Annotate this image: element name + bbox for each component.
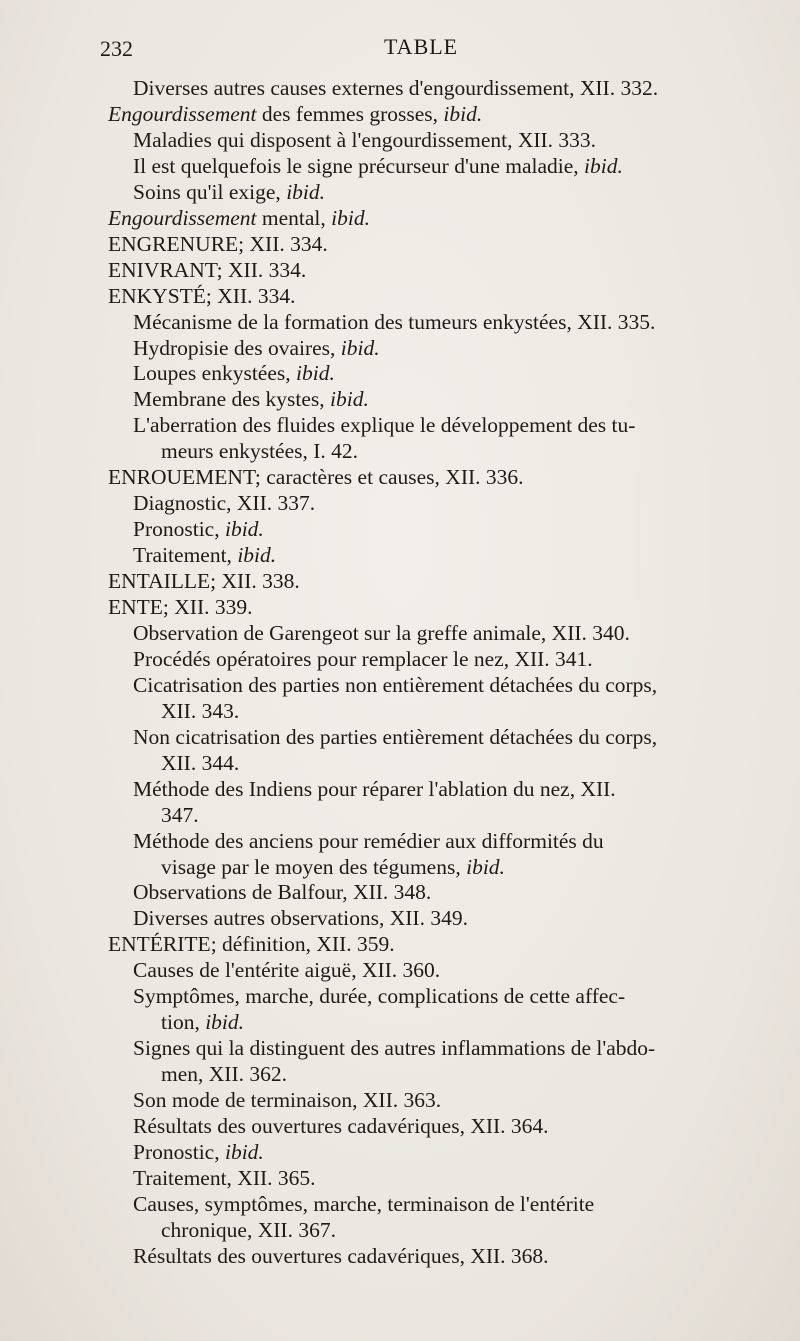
entry-text: Traitement, xyxy=(133,543,238,568)
index-heading xyxy=(108,465,524,489)
italic-text: ibid. xyxy=(224,517,264,542)
entry-text: Diverses autres causes externes d'engourdissement, XII. 332. xyxy=(133,76,659,100)
entry-text: Résultats des ouvertures cadavériques, XII. 368. xyxy=(133,1243,549,1268)
italic-text: ibid. xyxy=(224,1139,264,1164)
index-heading xyxy=(108,595,253,619)
index-entry xyxy=(133,491,315,515)
index-entry xyxy=(133,725,657,749)
index-entry xyxy=(133,543,276,567)
entry-text: Traitement, XII. 365. xyxy=(133,1165,316,1190)
index-continuation xyxy=(161,1062,287,1086)
entry-text: Méthode des Indiens pour réparer l'ablation du nez, XII. xyxy=(133,776,616,801)
index-entry xyxy=(133,1166,316,1190)
entry-text: Procédés opératoires pour remplacer le nez, XII. 341. xyxy=(133,646,593,671)
entry-text: Résultats des ouvertures cadavériques, XII. 364. xyxy=(133,1114,549,1138)
index-entry xyxy=(133,310,655,334)
entry-text: Son mode de terminaison, XII. 363. xyxy=(133,1088,442,1113)
index-heading xyxy=(108,932,395,956)
index-entry xyxy=(133,1088,441,1112)
italic-text: ibid. xyxy=(330,387,369,412)
index-entry xyxy=(133,76,658,100)
italic-text: ibid. xyxy=(331,205,370,230)
entry-text: XII. 344. xyxy=(161,750,240,775)
entry-text: Soins qu'il exige, xyxy=(133,179,287,204)
italic-text: ibid. xyxy=(205,1010,245,1035)
index-continuation xyxy=(161,855,505,879)
italic-text: ibid. xyxy=(237,543,277,568)
entry-text: chronique, XII. 367. xyxy=(161,1217,336,1242)
page-number: 232 xyxy=(100,36,133,61)
entry-text: ENROUEMENT; caractères et causes, XII. 336. xyxy=(108,465,524,490)
entry-text: Pronostic, xyxy=(133,517,225,542)
index-entry xyxy=(133,777,616,801)
entry-text: des femmes grosses, xyxy=(256,101,444,126)
index-entry xyxy=(133,387,369,411)
index-continuation xyxy=(161,751,239,775)
entry-text: XII. 343. xyxy=(161,698,240,723)
index-entry xyxy=(133,128,596,152)
index-entry xyxy=(133,958,440,982)
entry-text: ENTÉRITE; définition, XII. 359. xyxy=(108,932,395,957)
index-entry xyxy=(133,180,325,204)
entry-text: ENTE; XII. 339. xyxy=(108,595,253,619)
index-entry xyxy=(133,621,630,645)
entry-text: Mécanisme de la formation des tumeurs enkystées, XII. 335. xyxy=(133,309,656,334)
entry-text: Il est quelquefois le signe précurseur d'une maladie, xyxy=(133,153,585,178)
entry-text: ENGRENURE; XII. 334. xyxy=(108,231,328,256)
entry-text: Méthode des anciens pour remédier aux difformités du xyxy=(133,828,604,853)
entry-text: Maladies qui disposent à l'engourdissement, XII. 333. xyxy=(133,127,597,152)
entry-text: Loupes enkystées, xyxy=(133,361,297,386)
entry-text: tion, xyxy=(161,1010,206,1035)
running-title: TABLE xyxy=(384,34,459,59)
italic-text: ibid. xyxy=(286,179,326,204)
entry-text: Membrane des kystes, xyxy=(133,387,331,412)
entry-text: Causes de l'entérite aiguë, XII. 360. xyxy=(133,958,441,983)
index-entry xyxy=(133,1036,655,1060)
entry-text: visage par le moyen des tégumens, xyxy=(161,854,467,879)
index-heading xyxy=(108,102,482,126)
entry-text: Pronostic, xyxy=(133,1139,225,1164)
entry-text: mental, xyxy=(256,205,332,230)
entry-text: L'aberration des fluides explique le développement des tu- xyxy=(133,413,636,438)
entry-text: Diagnostic, XII. 337. xyxy=(133,491,316,516)
index-entry xyxy=(133,880,431,904)
entry-text: Symptômes, marche, durée, complications de cette affec- xyxy=(133,984,626,1009)
index-entry xyxy=(133,361,335,385)
page-header xyxy=(100,30,760,64)
index-entry xyxy=(133,1114,549,1138)
index-entry xyxy=(133,829,604,853)
index-heading xyxy=(108,569,300,593)
entry-text: ENTAILLE; XII. 338. xyxy=(108,569,300,594)
italic-text: ibid. xyxy=(466,854,505,879)
index-continuation xyxy=(161,1010,244,1034)
entry-text: Observations de Balfour, XII. 348. xyxy=(133,880,432,905)
index-entry xyxy=(133,1244,549,1268)
italic-text: ibid. xyxy=(584,153,623,178)
index-entry xyxy=(133,1192,594,1216)
italic-text: ibid. xyxy=(340,335,380,360)
index-continuation xyxy=(161,1218,336,1242)
entry-text: Signes qui la distinguent des autres inflammations de l'abdo- xyxy=(133,1036,656,1061)
entry-text: meurs enkystées, I. 42. xyxy=(161,439,359,464)
index-continuation xyxy=(161,439,358,463)
index-entry xyxy=(133,154,623,178)
index-entry xyxy=(133,906,468,930)
entry-text: Diverses autres observations, XII. 349. xyxy=(133,906,468,931)
entry-text: men, XII. 362. xyxy=(161,1062,287,1087)
entry-text: ENKYSTÉ; XII. 334. xyxy=(108,283,296,308)
index-continuation xyxy=(161,803,199,827)
index-entry xyxy=(133,413,635,437)
italic-text: Engourdissement xyxy=(108,101,257,126)
index-continuation xyxy=(161,699,239,723)
entry-text: Cicatrisation des parties non entièrement détachées du corps, xyxy=(133,672,658,697)
index-entry xyxy=(133,647,593,671)
entry-text: ENIVRANT; XII. 334. xyxy=(108,257,307,282)
entry-text: Observation de Garengeot sur la greffe animale, XII. 340. xyxy=(133,620,630,645)
index-entry xyxy=(133,984,625,1008)
entry-text: 347. xyxy=(161,802,199,827)
index-entry xyxy=(133,1140,264,1164)
italic-text: Engourdissement xyxy=(108,205,257,230)
index-heading xyxy=(108,232,328,256)
index-entry xyxy=(133,673,657,697)
index-entry xyxy=(133,336,380,360)
index-heading xyxy=(108,258,306,282)
index-entry xyxy=(133,517,264,541)
italic-text: ibid. xyxy=(443,101,483,126)
entry-text: Hydropisie des ovaires, xyxy=(133,335,341,360)
entry-text: Non cicatrisation des parties entièrement détachées du corps, xyxy=(133,724,658,749)
entry-text: Causes, symptômes, marche, terminaison de l'entérite xyxy=(133,1191,595,1216)
index-heading xyxy=(108,284,296,308)
italic-text: ibid. xyxy=(296,361,335,386)
index-heading xyxy=(108,206,370,230)
